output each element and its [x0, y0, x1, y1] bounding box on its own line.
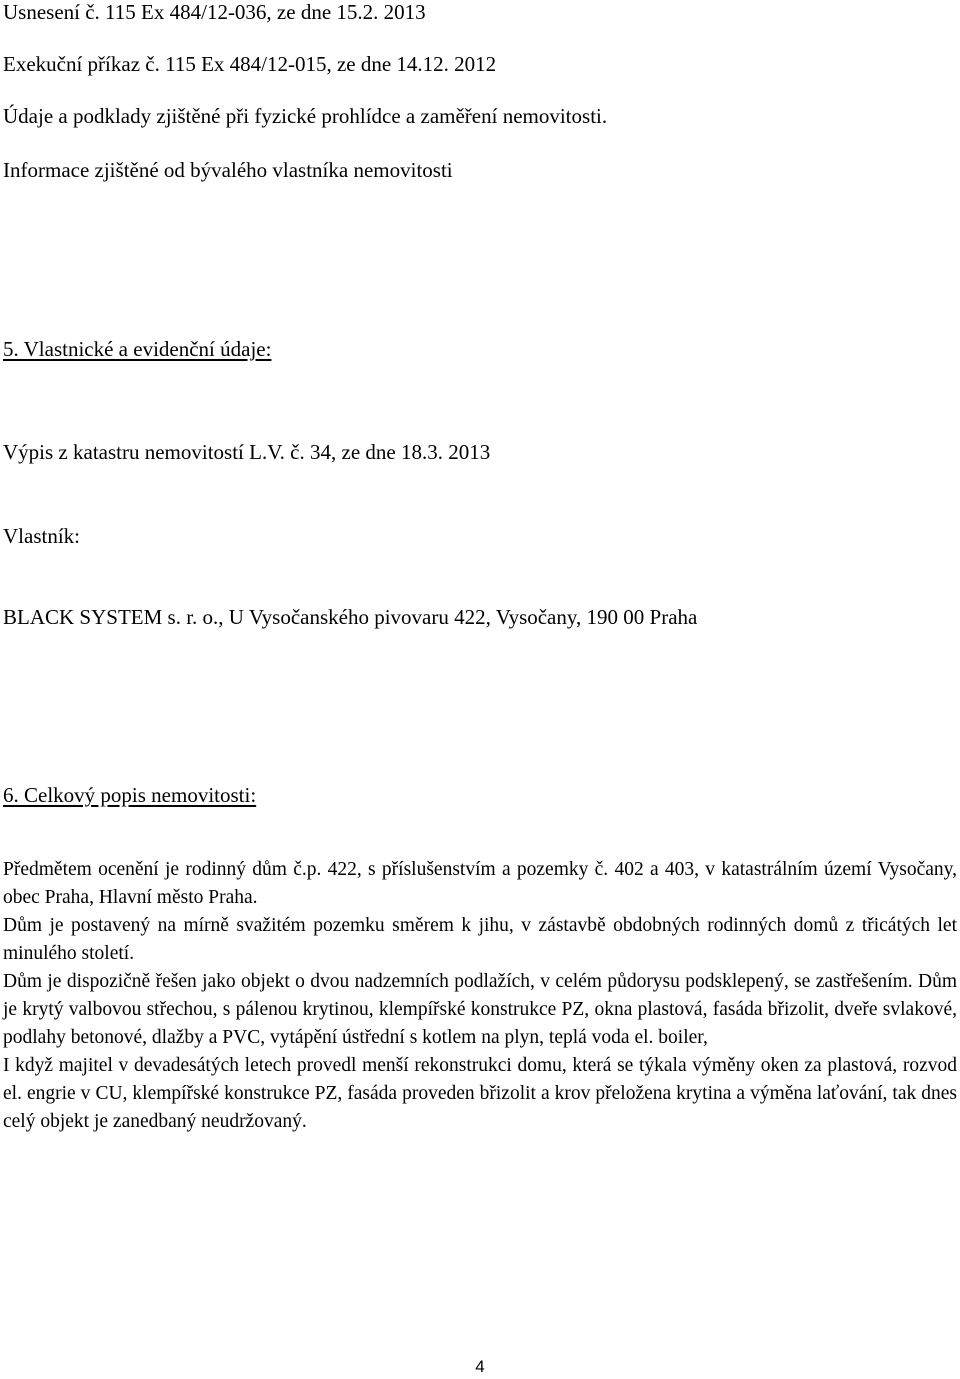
execution-order-line: Exekuční příkaz č. 115 Ex 484/12-015, ze dne 14.12. 2012	[3, 52, 497, 76]
description-paragraph: Předmětem ocenění je rodinný dům č.p. 422, s příslušenstvím a pozemky č. 402 a 403, v katastrálním území Vysočany, obec Praha, Hlavní město Praha.	[3, 859, 957, 908]
resolution-line: Usnesení č. 115 Ex 484/12-036, ze dne 15.2. 2013	[3, 0, 426, 24]
description-paragraph: Dům je dispozičně řešen jako objekt o dvou nadzemních podlažích, v celém půdorysu podsklepený, se zastřešením. Dům je krytý valbovou střechou, s pálenou krytinou, klempířské konstrukce PZ, okna plastová, fasáda břizolit, dveře svlakové, podlahy betonové, dlažby a PVC, vytápění ústřední s kotlem na plyn, teplá voda el. boiler,	[3, 971, 957, 1048]
inspection-data-line: Údaje a podklady zjištěné při fyzické prohlídce a zaměření nemovitosti.	[3, 104, 608, 128]
description-paragraph: I když majitel v devadesátých letech provedl menší rekonstrukci domu, která se týkala výměny oken za plastová, rozvod el. engrie v CU, klempířské konstrukce PZ, fasáda proveden břizolit a krov přeložena krytina a výměna laťování, tak dnes celý objekt je zanedbaný neudržovaný.	[3, 1055, 957, 1132]
owner-value: BLACK SYSTEM s. r. o., U Vysočanského pivovaru 422, Vysočany, 190 00 Praha	[3, 605, 698, 629]
section-5-heading: 5. Vlastnické a evidenční údaje:	[3, 337, 272, 361]
description-paragraph: Dům je postavený na mírně svažitém pozemku směrem k jihu, v zástavbě obdobných rodinných domů z třicátých let minulého století.	[3, 915, 957, 964]
former-owner-info-line: Informace zjištěné od bývalého vlastníka nemovitosti	[3, 158, 453, 182]
section-6-heading: 6. Celkový popis nemovitosti:	[3, 783, 257, 807]
cadastre-extract-line: Výpis z katastru nemovitostí L.V. č. 34, ze dne 18.3. 2013	[3, 440, 491, 464]
property-description	[3, 856, 957, 1136]
page-number: 4	[475, 1357, 485, 1376]
owner-label: Vlastník:	[3, 524, 80, 548]
